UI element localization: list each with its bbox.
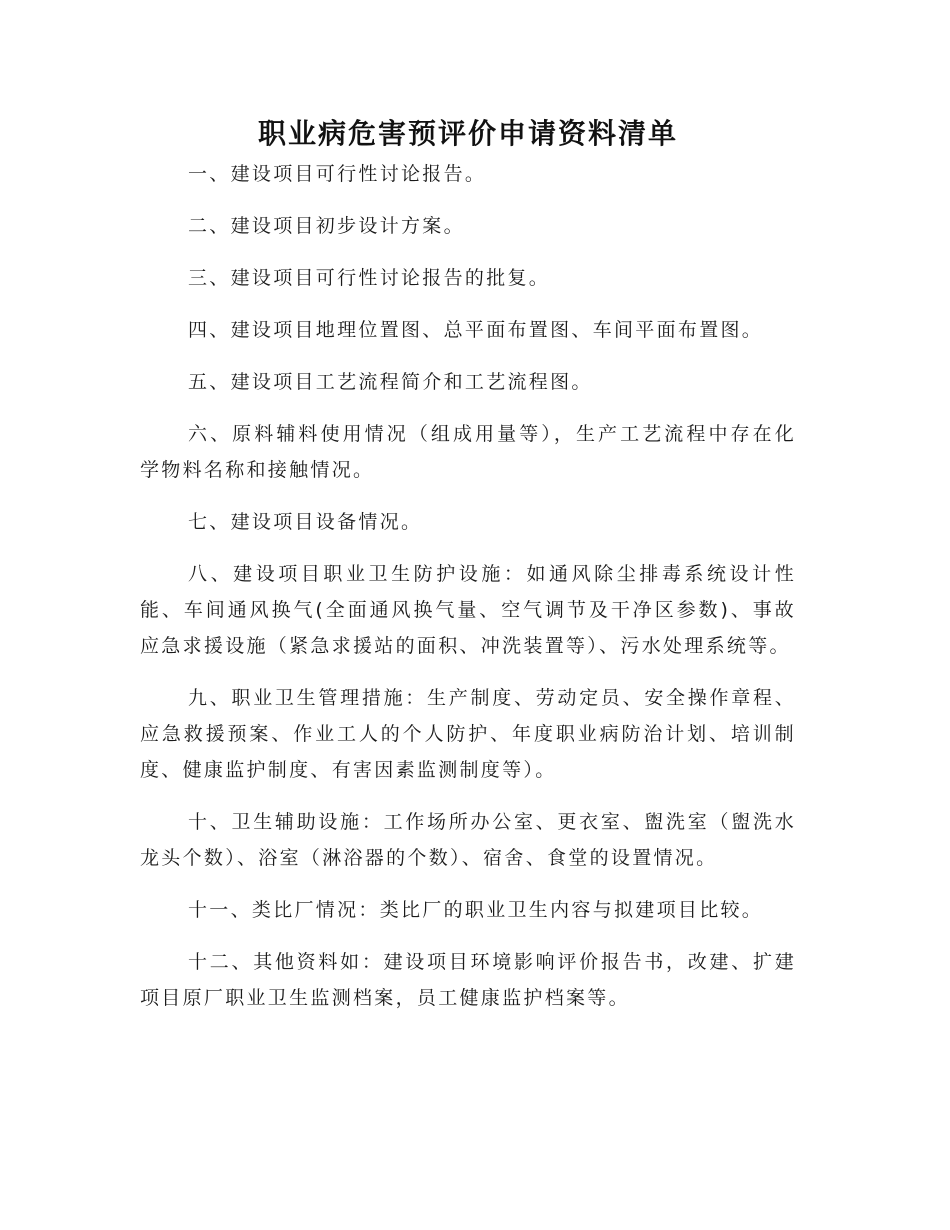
list-item: 九、职业卫生管理措施：生产制度、劳动定员、安全操作章程、应急救援预案、作业工人的个人防护、年度职业病防治计划、培训制度、健康监护制度、有害因素监测制度等）。: [140, 687, 796, 781]
list-item: 四、建设项目地理位置图、总平面布置图、车间平面布置图。: [188, 319, 764, 341]
list-item: 七、建设项目设备情况。: [188, 511, 423, 533]
list-item: 六、原料辅料使用情况（组成用量等），生产工艺流程中存在化学物料名称和接触情况。: [140, 423, 796, 481]
document-title: 职业病危害预评价申请资料清单: [257, 117, 678, 150]
list-item: 三、建设项目可行性讨论报告的批复。: [188, 267, 551, 289]
list-item: 二、建设项目初步设计方案。: [188, 215, 465, 237]
list-item: 八、建设项目职业卫生防护设施：如通风除尘排毒系统设计性能、车间通风换气(全面通风换气量、空气调节及干净区参数)、事故应急求援设施（紧急求援站的面积、冲洗装置等）、污水处理系统等。: [140, 563, 796, 657]
list-item: 十、卫生辅助设施：工作场所办公室、更衣室、盥洗室（盥洗水龙头个数）、浴室（淋浴器的个数）、宿舍、食堂的设置情况。: [140, 811, 796, 869]
list-item: 十二、其他资料如：建设项目环境影响评价报告书，改建、扩建项目原厂职业卫生监测档案，员工健康监护档案等。: [140, 951, 796, 1009]
list-item: 十一、类比厂情况：类比厂的职业卫生内容与拟建项目比较。: [188, 899, 764, 921]
requirement-list: [140, 156, 796, 1016]
list-item: 五、建设项目工艺流程简介和工艺流程图。: [188, 371, 593, 393]
list-item: 一、建设项目可行性讨论报告。: [188, 163, 487, 185]
